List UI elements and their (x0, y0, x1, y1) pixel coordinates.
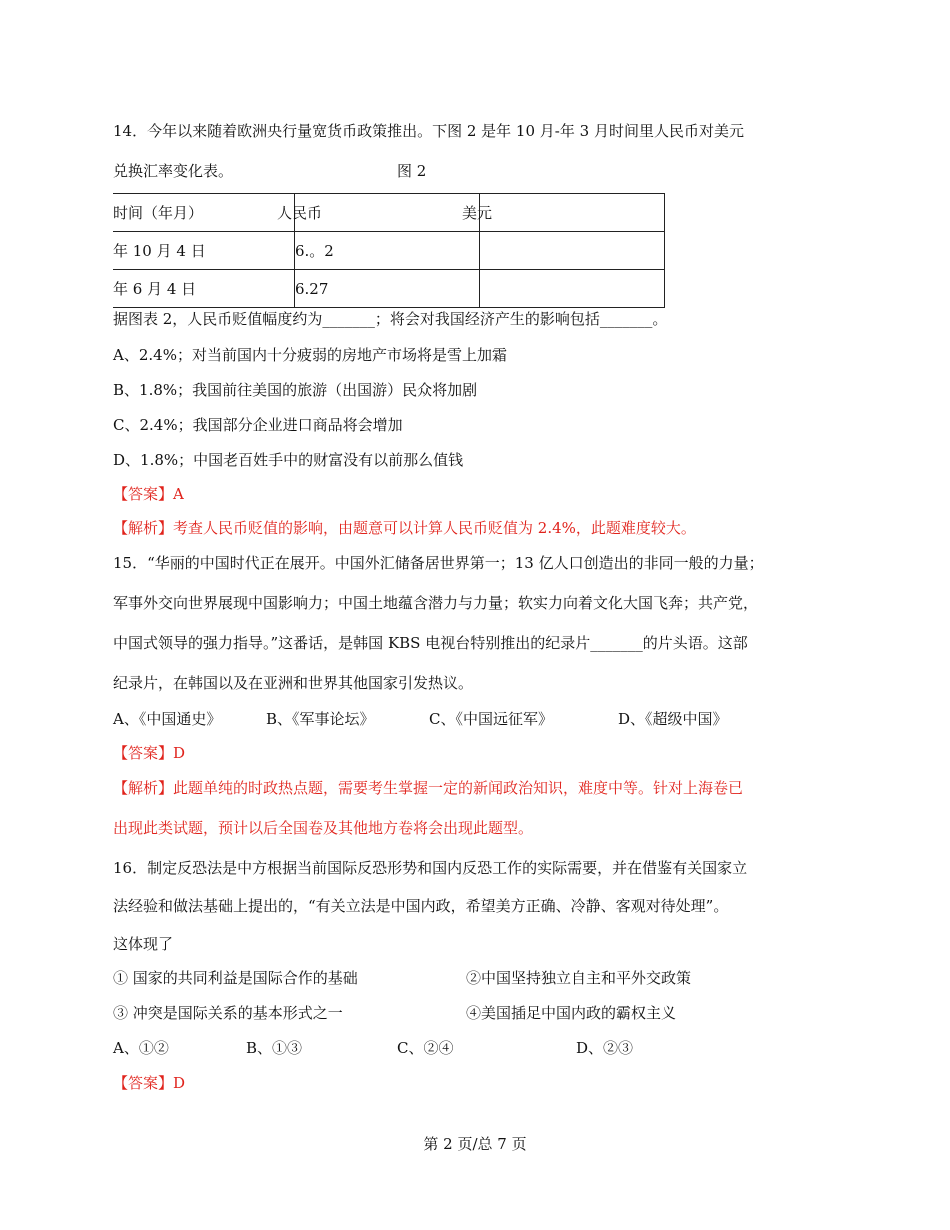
header-usd: 美元 (480, 194, 665, 232)
answer-label: 【答案】 (113, 485, 174, 503)
q15-stem-line3: 中国式领导的强力指导。”这番话，是韩国 KBS 电视台特别推出的纪录片_______的片头语。这部 (113, 634, 748, 652)
answer-label: 【答案】 (113, 1074, 174, 1092)
q14-option-c: C、2.4%；我国部分企业进口商品将会增加 (113, 416, 403, 434)
q16-stem-line1: 16．制定反恐法是中方根据当前国际反恐形势和国内反恐工作的实际需要，并在借鉴有关国家立 (113, 859, 748, 877)
answer-label: 【答案】 (113, 744, 174, 762)
q15-stem-line1: 15．“华丽的中国时代正在展开。中国外汇储备居世界第一；13 亿人口创造出的非同一般的力量； (113, 554, 764, 572)
row1-time: 年 10 月 4 日 (113, 232, 295, 270)
q15-analysis-line1: 【解析】此题单纯的时政热点题，需要考生掌握一定的新闻政治知识，难度中等。针对上海卷已 (113, 779, 744, 797)
q14-stem-line2: 兑换汇率变化表。 (113, 162, 234, 180)
q15-option-c: C、《中国远征军》 (429, 710, 553, 728)
q16-option-b: B、①③ (246, 1039, 303, 1057)
q14-stem-line1: 14．今年以来随着欧洲央行量宽货币政策推出。下图 2 是年 10 月-年 3 月时间里人民币对美元 (113, 122, 744, 140)
answer-value: A (173, 485, 184, 503)
answer-value: D (173, 744, 186, 762)
q15-option-d: D、《超级中国》 (618, 710, 728, 728)
q15-option-b: B、《军事论坛》 (266, 710, 375, 728)
q16-option-d: D、②③ (576, 1039, 634, 1057)
q15-answer (113, 743, 185, 763)
row2-usd (480, 270, 665, 308)
q16-statement-3: ③ 冲突是国际关系的基本形式之一 (113, 1004, 343, 1022)
q16-stem-line2: 法经验和做法基础上提出的，“有关立法是中国内政，希望美方正确、冷静、客观对待处理”。 (113, 897, 729, 915)
q16-statement-4: ④美国插足中国内政的霸权主义 (466, 1004, 677, 1022)
q15-stem-line4: 纪录片，在韩国以及在亚洲和世界其他国家引发热议。 (113, 674, 474, 692)
row2-rmb: 6.27 (295, 270, 480, 308)
q14-analysis: 【解析】考查人民币贬值的影响，由题意可以计算人民币贬值为 2.4%，此题难度较大。 (113, 519, 696, 537)
q16-option-a: A、①② (113, 1039, 169, 1057)
q14-option-a: A、2.4%；对当前国内十分疲弱的房地产市场将是雪上加霜 (113, 346, 507, 364)
figure-label: 图 2 (397, 162, 427, 180)
q14-option-d: D、1.8%；中国老百姓手中的财富没有以前那么值钱 (113, 451, 464, 469)
row1-usd (480, 232, 665, 270)
q16-statement-2: ②中国坚持独立自主和平外交政策 (466, 969, 692, 987)
q15-option-a: A、《中国通史》 (113, 710, 222, 728)
answer-value: D (173, 1074, 186, 1092)
q16-answer (113, 1073, 185, 1093)
table-header-row (113, 194, 665, 232)
q16-statement-1: ① 国家的共同利益是国际合作的基础 (113, 969, 358, 987)
q14-question: 据图表 2，人民币贬值幅度约为_______；将会对我国经济产生的影响包括_______。 (113, 310, 668, 328)
table-row (113, 232, 665, 270)
q14-answer (113, 484, 184, 504)
table-row (113, 270, 665, 308)
row1-rmb: 6.。2 (295, 232, 480, 270)
header-rmb: 人民币 (295, 194, 480, 232)
q16-stem-line3: 这体现了 (113, 935, 174, 953)
page-footer: 第 2 页/总 7 页 (423, 1135, 527, 1153)
q15-stem-line2: 军事外交向世界展现中国影响力；中国土地蕴含潜力与力量；软实力向着文化大国飞奔；共产党， (113, 594, 759, 612)
q14-option-b: B、1.8%；我国前往美国的旅游（出国游）民众将加剧 (113, 381, 478, 399)
exchange-rate-table (113, 193, 665, 308)
header-time: 时间（年月） (113, 194, 295, 232)
row2-time: 年 6 月 4 日 (113, 270, 295, 308)
q16-option-c: C、②④ (397, 1039, 454, 1057)
q15-analysis-line2: 出现此类试题，预计以后全国卷及其他地方卷将会出现此题型。 (113, 819, 534, 837)
